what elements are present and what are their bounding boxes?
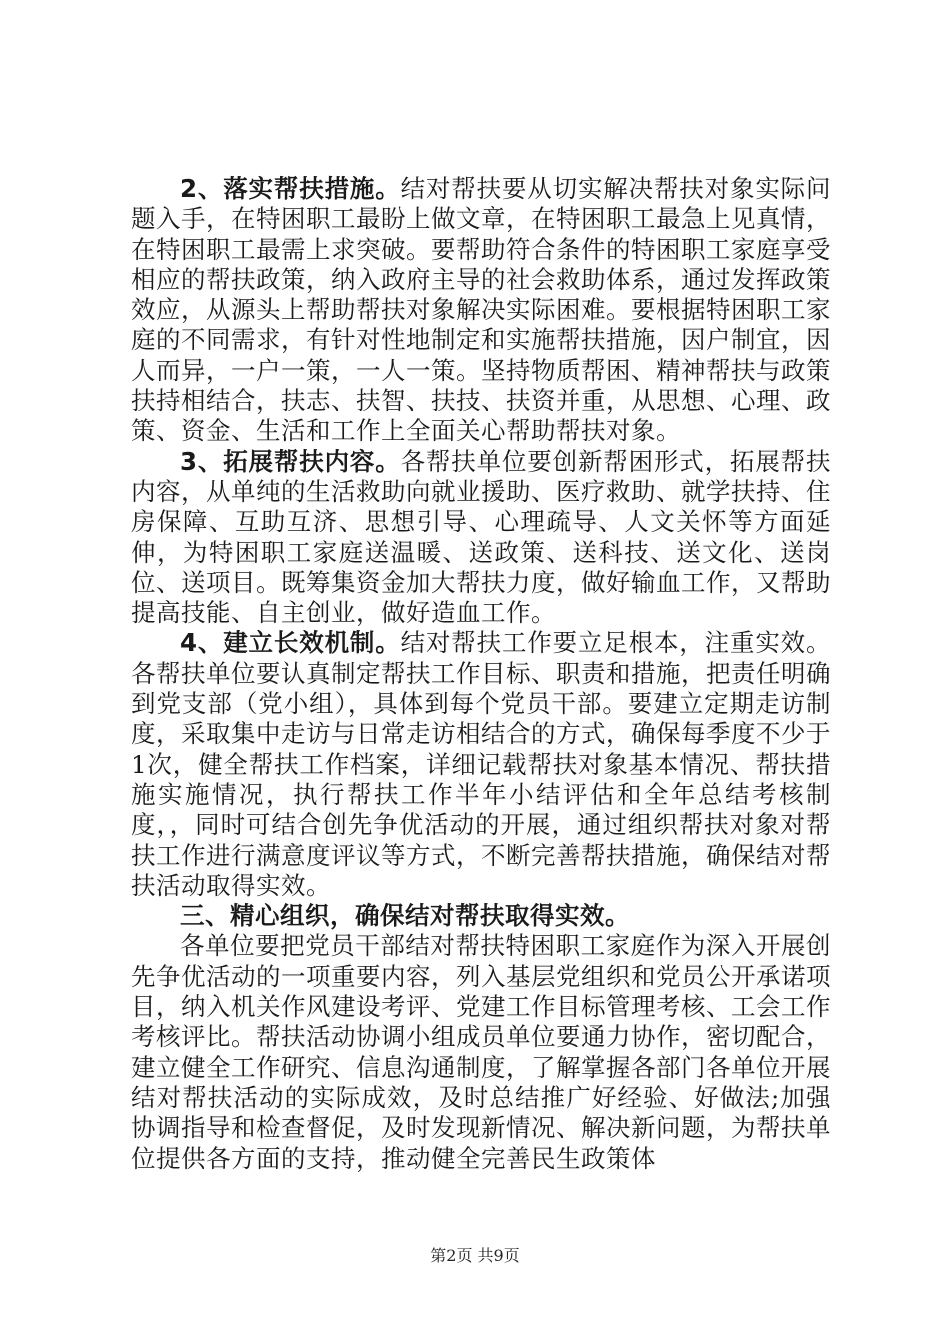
document-body	[131, 174, 831, 1174]
paragraph-title: 4、建立长效机制。	[180, 628, 401, 658]
paragraph-text: 各帮扶单位要创新帮困形式，拓展帮扶内容，从单纯的生活救助向就业援助、医疗救助、就学扶持、住房保障、互助互济、思想引导、心理疏导、人文关怀等方面延伸，为特困职工家庭送温暖、送政策、送科技、送文化、送岗位、送项目。既筹集资金加大帮扶力度，做好输血工作，又帮助提高技能、自主创业，做好造血工作。	[131, 446, 832, 628]
paragraph-measure-4	[131, 628, 831, 901]
section-heading: 三、精心组织，确保结对帮扶取得实效。	[180, 901, 630, 931]
paragraph-title: 2、落实帮扶措施。	[180, 174, 401, 203]
paragraph-measure-3	[131, 447, 831, 629]
paragraph-measure-2	[131, 174, 831, 447]
paragraph-title: 3、拓展帮扶内容。	[180, 446, 401, 476]
paragraph-text: 结对帮扶要从切实解决帮扶对象实际问题入手，在特困职工最盼上做文章，在特困职工最急上见真情，在特困职工最需上求突破。要帮助符合条件的特困职工家庭享受相应的帮扶政策，纳入政府主导的社会救助体系，通过发挥政策效应，从源头上帮助帮扶对象解决实际困难。要根据特困职工家庭的不同需求，有针对性地制定和实施帮扶措施，因户制宜，因人而异，一户一策，一人一策。坚持物质帮困、精神帮扶与政策扶持相结合，扶志、扶智、扶技、扶资并重，从思想、心理、政策、资金、生活和工作上全面关心帮助帮扶对象。	[131, 174, 832, 446]
page-footer: 第2页 共9页	[430, 1246, 520, 1265]
paragraph-final: 各单位要把党员干部结对帮扶特困职工家庭作为深入开展创先争优活动的一项重要内容，列入基层党组织和党员公开承诺项目，纳入机关作风建设考评、党建工作目标管理考核、工会工作考核评比。帮扶活动协调小组成员单位要通力协作，密切配合，建立健全工作研究、信息沟通制度，了解掌握各部门各单位开展结对帮扶活动的实际成效，及时总结推广好经验、好做法;加强协调指导和检查督促，及时发现新情况、解决新问题，为帮扶单位提供各方面的支持，推动健全完善民生政策体	[131, 931, 831, 1173]
paragraph-text: 结对帮扶工作要立足根本，注重实效。各帮扶单位要认真制定帮扶工作目标、职责和措施，把责任明确到党支部（党小组），具体到每个党员干部。要建立定期走访制度，采取集中走访与日常走访相结合的方式，确保每季度不少于1次，健全帮扶工作档案，详细记载帮扶对象基本情况、帮扶措施实施情况，执行帮扶工作半年小结评估和全年总结考核制度，，同时可结合创先争优活动的开展，通过组织帮扶对象对帮扶工作进行满意度评议等方式，不断完善帮扶措施，确保结对帮扶活动取得实效。	[131, 628, 832, 900]
